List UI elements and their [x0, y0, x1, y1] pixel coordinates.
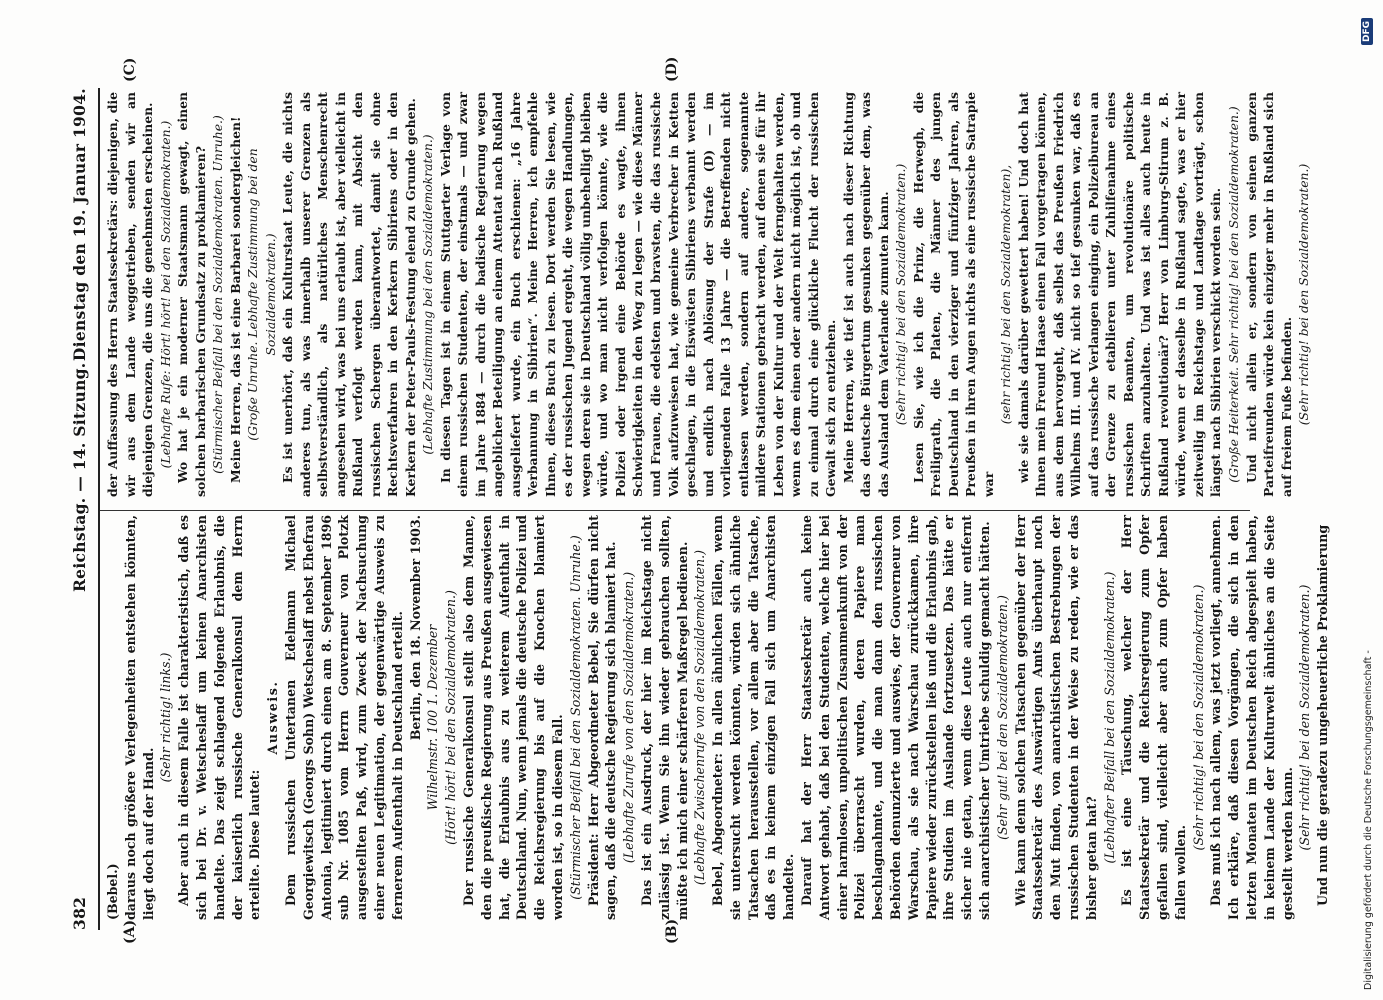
header-date: Dienstag den 19. Januar 1904. [70, 88, 89, 362]
paragraph: wie sie damals darüber gewettert haben! Und doch hat Ihnen mein Freund Haase einen Fall vorgetragen können, aus dem hervorgeht, daß selbst das Preußen Friedrich Wilhelms III. und IV. nicht so tief gesunken war, daß es auf das russische Verlangen einging, ein Polizeibureau an der Grenze zu etablieren unter Zuhilfenahme eines russischen Beamten, um revolutionäre politische Schriften anzuhalten. Und was ist alles auch heute in Rußland revolutionär? Herr von Limburg-Stirum z. B. würde, wenn er dasselbe in Rußland sagte, was er hier zeitweilig im Reichstage und Landtage vorträgt, schon längst nach Sibirien verschickt worden sein. [1015, 92, 1224, 497]
paragraph: Wie kann denn solchen Tatsachen gegenüber der Herr Staatssekretär des Auswärtigen Amts überhaupt noch den Mut finden, von anarchistischen Bestrebungen der russischen Studenten in der Weise zu reden, wie er das bisher getan hat? [1012, 515, 1099, 920]
digitization-footer [1360, 10, 1378, 990]
paragraph: Meine Herren, wie tief ist auch nach dieser Richtung das deutsche Bürgertum gesunken gegenüber dem, was das Ausland dem Vaterlande zumuten kann. [840, 92, 891, 497]
paragraph: Es ist unerhört, daß ein Kulturstaat Leute, die nichts anderes tun, als was innerhalb unserer Grenzen als selbstverständlich, als natürliches Menschenrecht angesehen wird, was bei uns erlaubt ist, aber vielleicht in Rußland verfolgt werden kann, mit Absicht den russischen Schergen überantwortet, damit sie ohne Rechtsverfahren in den Kerkern Sibiriens oder in den Kerkern der Peter-Pauls-Festung elend zu Grunde gehen. [280, 92, 418, 497]
interjection: (Sehr richtig! bei den Sozialdemokraten.) [1297, 584, 1313, 851]
left-column [104, 515, 1332, 920]
interjection: Wilhelmstr. 100 1. Dezember [425, 624, 441, 811]
interjection: (Sehr richtig! bei den Sozialdemokraten.) [1296, 163, 1312, 426]
interjection: (Lebhafte Zustimmung bei den Sozialdemokraten.) [420, 134, 436, 455]
interjection: (Lebhafte Zurufe von den Sozialdemokraten.) [621, 571, 637, 864]
paragraph: Das ist ein Ausdruck, der hier im Reichstage nicht zulässig ist. Wenn Sie ihn wieder gebrauchen sollten, müßte ich mich einer schärferen Maßregel bedienen. [638, 515, 690, 920]
page-number: 382 [70, 896, 89, 930]
paragraph: Es ist eine Täuschung, welcher der Herr Staatssekretär und die Reichsregierung zum Opfer gefallen sind, vielleicht aber auch zum Opfer haben fallen wollen. [1119, 515, 1188, 920]
interjection: (Lebhafte Zwischenrufe von den Sozialdemokraten.) [692, 549, 708, 886]
footer-credit: Digitalisierung gefördert durch die Deutsche Forschungsgemeinschaft - [1363, 650, 1374, 990]
interjection: (Große Heiterkeit. Sehr richtig! bei den Sozialdemokraten.) [1226, 106, 1241, 483]
interjection: (Stürmischer Beifall bei den Sozialdemokraten. Unruhe.) [210, 115, 226, 474]
paragraph: Der russische Generalkonsul stellt also dem Manne, den die preußische Regierung aus Preußen ausgewiesen hat, die Erlaubnis aus zu weiterem Aufenthalt in Deutschland. Nun, wenn jemals die deutsche Polizei und die Reichsregierung bis auf die Knochen blamiert worden ist, so in diesem Fall. [460, 515, 565, 920]
interjection: (Sehr richtig! bei den Sozialdemokraten.) [1190, 584, 1206, 851]
interjection: (Lebhafter Beifall bei den Sozialdemokraten.) [1101, 571, 1117, 864]
paragraph: Und nun die geradezu ungeheuerliche Proklamierung [1315, 524, 1331, 906]
margin-marker-c: (C) [122, 57, 138, 82]
paragraph: In diesen Tagen ist in einem Stuttgarter Verlage von einem russischen Studenten, der einstmals — und zwar im Jahre 1884 — durch die badische Regierung wegen angeblicher Beteiligung an einem Attentat nach Rußland ausgeliefert wurde, ein Buch erschienen: „16 Jahre Verbannung in Sibirien“. Meine Herren, ich empfehle Ihnen, dieses Buch zu lesen. Dort werden Sie lesen, wie es der russischen Jugend ergeht, die wegen Handlungen, wegen deren sie in Deutschland völlig unbehelligt bleiben würde, und wo man nicht verfolgen könnte, wie die Polizei oder irgend eine Behörde es wagte, ihnen Schwierigkeiten in den Weg zu legen — wie diese Männer und Frauen, die edelsten und bravsten, die das russische Volk aufzuweisen hat, wie gemeine Verbrecher in Ketten geschlagen, in die Eiswüsten Sibiriens verbannt werden und endlich nach Ablösung der Strafe (D) — im vorliegenden Falle 13 Jahre — die Betreffenden nicht entlassen werden, sondern auf andere, sogenannte mildere Stationen gebracht werden, auf denen sie für ihr Leben von der Kultur und der Welt ferngehalten werden, wenn es dem einen oder andern nicht möglich ist, ob und zu einmal durch eine glückliche Flucht der russischen Gewalt sich zu entziehen. [437, 92, 839, 497]
header-rule [98, 88, 100, 930]
paragraph: Bebel, Abgeordneter: In allen ähnlichen Fällen, wenn sie untersucht werden könnten, würden sich ähnliche Tatsachen herausstellen, vor allem aber die Tatsache, daß es in keinem einzigen Fall sich um Anarchisten handelte. [710, 515, 797, 920]
interjection: (Hört! hört! bei den Sozialdemokraten.) [443, 590, 459, 845]
paragraph: Meine Herren, das ist eine Barbarei sondergleichen! [227, 116, 243, 483]
paragraph: Das muß ich nach allem, was jetzt vorliegt, annehmen. Ich erkläre, daß diesen Vorgängen, die sich in den letzten Monaten im Deutschen Reich abgespielt haben, in keinem Lande der Kulturwelt ähnliches an die Seite gestellt werden kann. [1208, 515, 1295, 920]
interjection: (sehr richtig! bei den Sozialdemokraten), [998, 164, 1014, 425]
page-header [66, 88, 96, 930]
paragraph: daraus noch größere Verlegenheiten entstehen könnten, liegt doch auf der Hand. [122, 515, 156, 920]
header-session: Reichstag. — 14. Sitzung. [70, 362, 89, 592]
paragraph: Aber auch in diesem Falle ist charakteristisch, daß es sich bei Dr. v. Wetscheslaff um keinen Anarchisten handelte. Das zeigt schlagend folgende Erlaubnis, die der kaiserlich russische Generalkonsul dem Herrn erteilte. Diese lautet: [176, 515, 263, 920]
paragraph: der Auffassung des Herrn Staatssekretärs: diejenigen, die wir aus dem Lande weggetrieben, senden wir an diejenigen Grenzen, die uns die genehmsten erscheinen. [105, 92, 156, 497]
margin-marker-b: (B) [664, 918, 680, 944]
paragraph: Und nicht allein er, sondern von seinen ganzen Parteifreunden würde kein einziger mehr in Rußland sich auf freiem Fuße befinden. [1243, 92, 1294, 497]
paragraph: Wo hat je ein moderner Staatsmann gewagt, einen solchen barbarischen Grundsatz zu proklamieren? [175, 92, 208, 497]
interjection: (Sehr richtig! bei den Sozialdemokraten.) [893, 163, 909, 426]
margin-marker-d: (D) [664, 56, 680, 82]
paragraph: Präsident: Herr Abgeordneter Bebel, Sie dürfen nicht sagen, daß die deutsche Regierung sich blamiert hat. [585, 515, 619, 920]
paragraph: (Bebel.) [105, 863, 120, 920]
dfg-logo: DFG [1361, 18, 1373, 45]
paragraph: Berlin, den 18. November 1903. [407, 515, 423, 741]
margin-marker-a: (A) [122, 919, 138, 944]
interjection: (Große Unruhe. Lebhafte Zustimmung bei den Sozialdemokraten.) [245, 148, 278, 441]
right-column [104, 92, 1313, 497]
interjection: (Sehr gut! bei den Sozialdemokraten.) [994, 595, 1010, 840]
paragraph: Ausweis. [265, 680, 281, 755]
paragraph: Lesen Sie, wie ich die Prinz, die Herwegh, die Freiligrath, die Platen, die Männer des jungen Deutschland in den vierziger und fünfziger Jahren, als Preußen in ihren Augen nichts als eine russische Satrapie war [910, 92, 996, 497]
paragraph: Darauf hat der Herr Staatssekretär auch keine Antwort gehabt, daß bei den Studenten, welche hier bei einer harmlosen, unpolitischen Zusammenkunft von der Polizei überrascht wurden, deren Papiere man beschlagnahmte, und die man dann den russischen Behörden denunzierte und auswies, der Gouverneur von Warschau, als sie nach Warschau zurückkamen, ihre Papiere wieder zurückstellen ließ und die Erlaubnis gab, ihre Studien im Auslande fortzusetzen. Das hätte er sicher nie getan, wenn diese Leute auch nur entfernt sich anarchistischer Umtriebe schuldig gemacht hätten. [799, 515, 993, 920]
interjection: (Stürmischer Beifall bei den Sozialdemokraten. Unruhe.) [567, 535, 583, 900]
interjection: (Lebhafte Rufe: Hört! hört! bei den Sozialdemokraten.) [157, 120, 173, 469]
column-divider [100, 510, 1250, 511]
interjection: (Sehr richtig! links.) [158, 652, 174, 783]
paragraph: Dem russischen Untertanen Edelmann Michael Georgiewitsch (Georgs Sohn) Wetscheslaff nebst Ehefrau Antonia, legitimiert durch einen am 8. September 1896 sub Nr. 1085 vom Herrn Gouverneur von Plotzk ausgestellten Paß, wird, zum Zweck der Nachsuchung einer neuen Legitimation, der gegenwärtige Ausweis zu fernerem Aufenthalt in Deutschland erteilt. [282, 515, 405, 920]
